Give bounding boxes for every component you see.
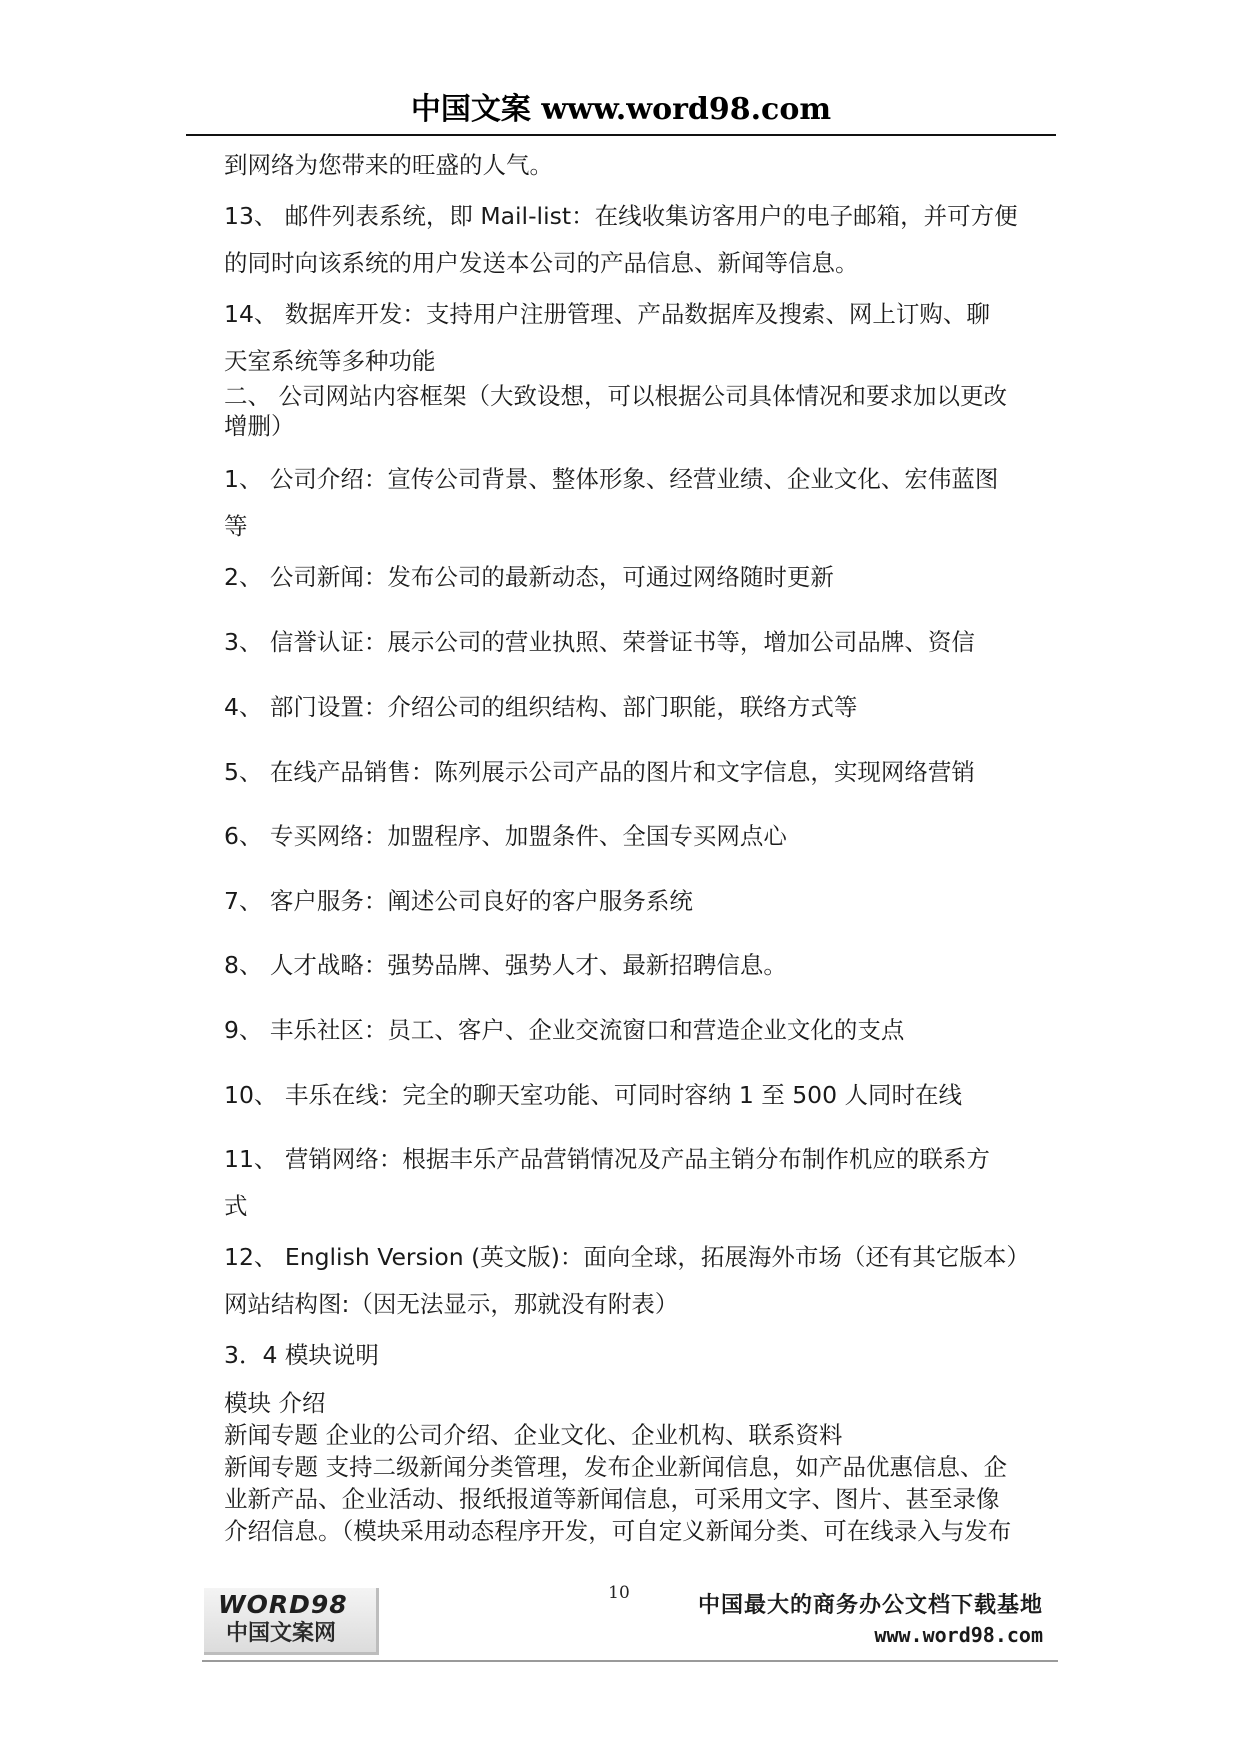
word98-logo: [204, 1588, 379, 1655]
logo-chinese-name: 中国文案网: [226, 1621, 337, 1646]
page-number: 10: [608, 1583, 630, 1603]
text-line: 新闻专题 企业的公司介绍、企业文化、企业机构、联系资料: [224, 1421, 843, 1449]
text-line: 5、 在线产品销售：陈列展示公司产品的图片和文字信息，实现网络营销: [224, 758, 975, 786]
text-line: 模块 介绍: [224, 1389, 326, 1417]
logo-wordmark: WORD98: [218, 1590, 348, 1619]
text-line: 11、 营销网络：根据丰乐产品营销情况及产品主销分布制作机应的联系方: [224, 1145, 990, 1173]
text-line: 7、 客户服务：阐述公司良好的客户服务系统: [224, 887, 693, 915]
text-line: 14、 数据库开发：支持用户注册管理、产品数据库及搜索、网上订购、聊: [224, 300, 990, 328]
text-line: 式: [224, 1192, 248, 1220]
text-line: 3．4 模块说明: [224, 1341, 379, 1369]
text-line: 4、 部门设置：介绍公司的组织结构、部门职能，联络方式等: [224, 693, 858, 721]
text-line: 2、 公司新闻：发布公司的最新动态，可通过网络随时更新: [224, 563, 834, 591]
text-line: 12、 English Version (英文版)：面向全球，拓展海外市场（还有其它版本）: [224, 1243, 1030, 1271]
footer-url: www.word98.com: [874, 1623, 1043, 1647]
header-divider: [186, 134, 1056, 136]
text-line: 等: [224, 512, 248, 540]
footer-slogan: 中国最大的商务办公文档下载基地: [697, 1593, 1043, 1618]
text-line: 13、 邮件列表系统，即 Mail-list：在线收集访客用户的电子邮箱，并可方便: [224, 202, 1018, 230]
text-line: 新闻专题 支持二级新闻分类管理，发布企业新闻信息，如产品优惠信息、企: [224, 1453, 1007, 1481]
text-line: 网站结构图:（因无法显示，那就没有附表）: [224, 1290, 679, 1318]
text-line: 1、 公司介绍：宣传公司背景、整体形象、经营业绩、企业文化、宏伟蓝图: [224, 465, 999, 493]
text-line: 增删）: [224, 412, 295, 440]
text-line: 到网络为您带来的旺盛的人气。: [224, 151, 553, 179]
text-line: 天室系统等多种功能: [224, 347, 436, 375]
text-line: 6、 专买网络：加盟程序、加盟条件、全国专买网点心: [224, 822, 787, 850]
text-line: 的同时向该系统的用户发送本公司的产品信息、新闻等信息。: [224, 249, 859, 277]
text-line: 介绍信息。（模块采用动态程序开发，可自定义新闻分类、可在线录入与发布: [224, 1517, 1012, 1545]
text-line: 8、 人才战略：强势品牌、强势人才、最新招聘信息。: [224, 951, 787, 979]
text-line: 3、 信誉认证：展示公司的营业执照、荣誉证书等，增加公司品牌、资信: [224, 628, 975, 656]
page-header-title: 中国文案 www.word98.com: [410, 92, 832, 127]
footer-divider: [202, 1660, 1058, 1662]
text-line: 9、 丰乐社区：员工、客户、企业交流窗口和营造企业文化的支点: [224, 1016, 905, 1044]
text-line: 10、 丰乐在线：完全的聊天室功能、可同时容纳 1 至 500 人同时在线: [224, 1081, 963, 1109]
text-line: 二、 公司网站内容框架（大致设想，可以根据公司具体情况和要求加以更改: [224, 382, 1007, 410]
text-line: 业新产品、企业活动、报纸报道等新闻信息，可采用文字、图片、甚至录像: [224, 1485, 1000, 1513]
